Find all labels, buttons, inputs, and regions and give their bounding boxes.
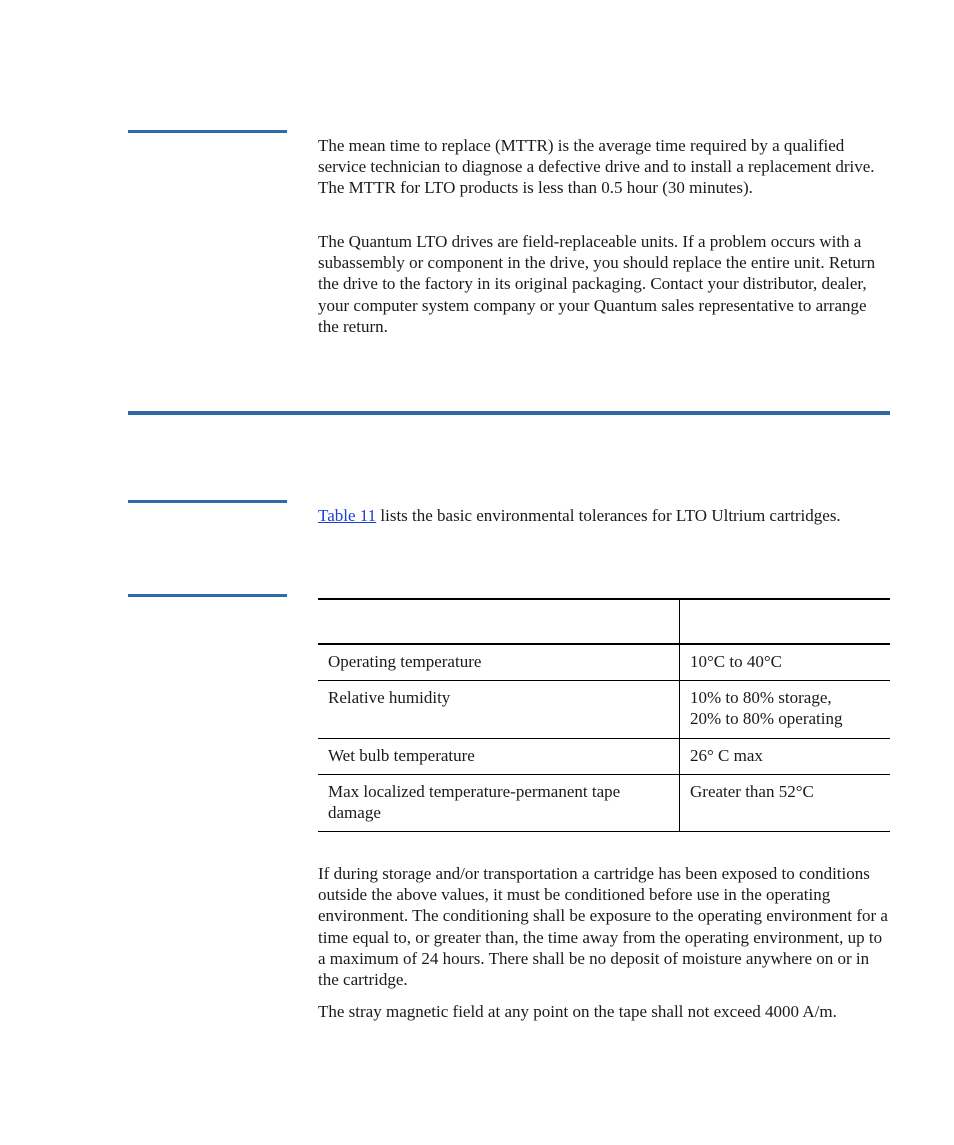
table-cell-label: Wet bulb temperature: [318, 738, 680, 774]
table-cell-value-line: 26° C max: [690, 745, 763, 765]
conditioning-paragraph: If during storage and/or transportation a cartridge has been exposed to conditions outside the above values, it must be conditioned before use in the operating environment. The conditioning shall be exposure to the operating environment for a time equal to, or greater than, the time away from the operating environment, up to a maximum of 24 hours. There shall be no deposit of moisture anywhere on or in the cartridge.: [318, 864, 888, 990]
table-cell-value: [680, 681, 891, 738]
section-rule-environment: [128, 500, 287, 503]
table-cell-value: [680, 738, 891, 774]
table-row: [318, 738, 890, 774]
mttr-paragraph-1: The mean time to replace (MTTR) is the average time required by a qualified service technician to diagnose a defective drive and to install a replacement drive. The MTTR for LTO products is less than 0.5 hour (30 minutes).: [318, 136, 875, 198]
table-cell-value-line: 20% to 80% operating: [690, 709, 843, 729]
table-header-row: [318, 599, 890, 644]
table-cell-value: [680, 644, 891, 681]
section-rule-mttr: [128, 130, 287, 133]
table-cell-value: [680, 774, 891, 831]
table-row: [318, 681, 890, 738]
environmental-tolerances-table: [318, 598, 890, 832]
table-cell-value-line: Greater than 52°C: [690, 781, 814, 801]
mttr-paragraph-2: The Quantum LTO drives are field-replaceable units. If a problem occurs with a subassembly or component in the drive, you should replace the entire unit. Return the drive to the factory in its original packaging. Contact your distributor, dealer, your computer system company or your Quantum sales representative to arrange the return.: [318, 232, 876, 336]
table-row: [318, 644, 890, 681]
table-cell-label: Operating temperature: [318, 644, 680, 681]
magnetic-field-paragraph: The stray magnetic field at any point on the tape shall not exceed 4000 A/m.: [318, 1002, 837, 1021]
table-caption-rule: [128, 594, 287, 597]
table-header-cell-1: [318, 599, 680, 644]
table-row: [318, 774, 890, 831]
chapter-rule: [128, 411, 890, 415]
table-11-link[interactable]: Table 11: [318, 506, 377, 525]
table-cell-label: Max localized temperature-permanent tape damage: [318, 774, 680, 831]
table-header-cell-2: [680, 599, 891, 644]
environment-intro-text: lists the basic environmental tolerances for LTO Ultrium cartridges.: [376, 506, 841, 525]
environment-intro: [318, 505, 890, 526]
table-cell-label: Relative humidity: [318, 681, 680, 738]
table-cell-value-line: 10°C to 40°C: [690, 652, 782, 671]
table-cell-value-line: 10% to 80% storage,: [690, 688, 832, 708]
